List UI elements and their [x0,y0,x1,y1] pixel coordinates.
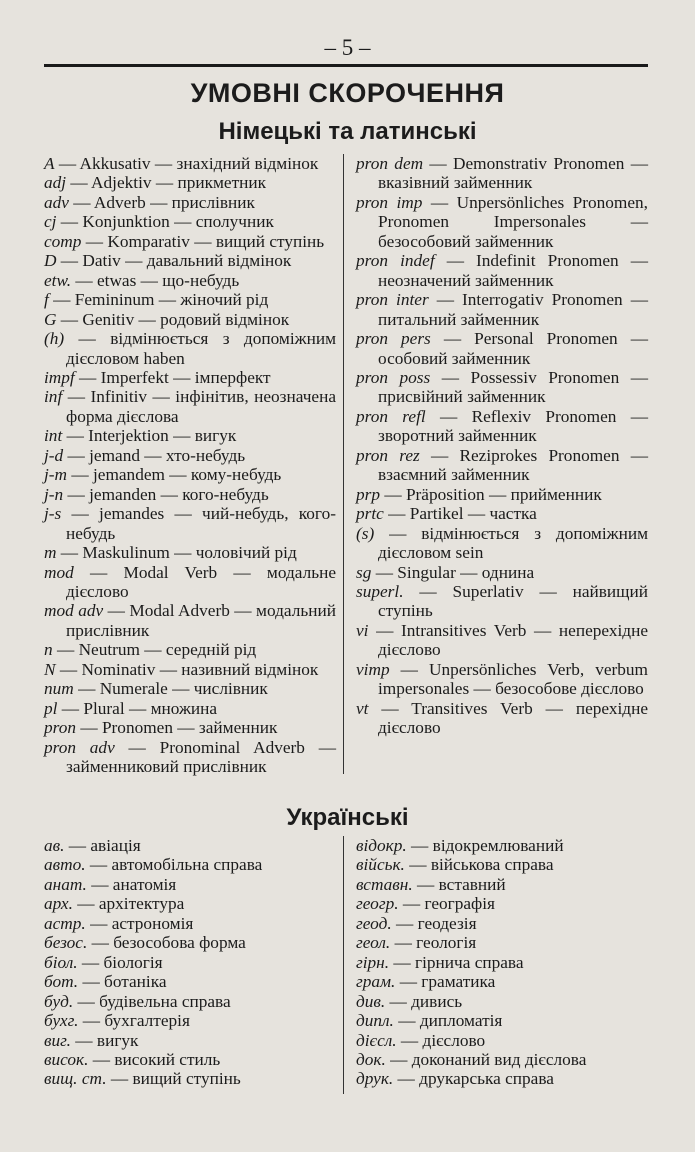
abbreviation-entry [356,836,648,855]
abbreviation-term: грам. [356,972,396,992]
abbreviation-definition: — Demonstrativ Pronomen — вказівний займенник [378,154,648,193]
column-divider [343,836,344,1094]
abbreviation-entry [356,524,648,563]
abbreviation-definition: — jemand — хто-небудь [63,445,246,465]
abbreviation-entry [44,699,336,718]
abbreviation-definition: — jemandes — чий-небудь, кого-небудь [61,504,336,543]
section-heading-german-latin: Німецькі та латинські [218,118,477,145]
abbreviation-term: док. [356,1049,386,1069]
abbreviation-term: num [44,679,74,699]
abbreviation-entry [44,660,336,679]
abbreviation-entry [44,271,336,290]
abbreviation-definition: — Reflexiv Pronomen — зворотний займенник [378,406,648,446]
abbreviation-definition: — геологія [390,933,477,953]
abbreviation-definition: — друкарська справа [393,1069,554,1089]
abbreviation-entry [356,992,648,1011]
abbreviation-entry [356,1050,648,1069]
abbreviation-entry [44,154,336,173]
abbreviation-definition: — jemandem — кому-небудь [67,465,282,485]
abbreviation-term: vimp [356,659,390,679]
abbreviation-term: pron rez [356,445,420,465]
abbreviation-definition: — Pronominal Adverb — займенниковий прислівник [66,737,336,777]
abbreviation-term: adv [44,192,69,212]
abbreviation-term: вставн. [356,874,413,894]
abbreviation-definition: — Plural — множина [57,698,218,718]
abbreviation-entry [44,640,336,659]
abbreviation-definition: — бухгалтерія [78,1011,190,1031]
abbreviation-term: sg [356,562,372,582]
abbreviation-entry [44,601,336,640]
abbreviation-term: виг. [44,1030,71,1050]
abbreviation-term: гірн. [356,952,390,972]
abbreviation-entry [44,992,336,1011]
abbreviation-term: військ. [356,855,405,875]
abbreviation-term: int [44,426,63,446]
abbreviation-entry [44,1050,336,1069]
abbreviation-definition: — Nominativ — називний відмінок [55,659,319,679]
abbreviation-term: G [44,309,57,329]
abbreviation-term: pron dem [356,154,424,173]
abbreviation-term: pron adv [44,737,115,757]
abbreviation-entry [356,563,648,582]
abbreviation-definition: — Imperfekt — імперфект [74,367,271,387]
abbreviation-definition: — Modal Verb — модальне дієслово [66,562,336,601]
abbreviation-entry [356,193,648,251]
abbreviation-term: superl. [356,581,404,601]
abbreviation-definition: — Femininum — жіночий рід [48,290,269,310]
abbreviation-definition: — Numerale — числівник [73,679,268,699]
abbreviation-term: pron pers [356,329,431,349]
abbreviation-term: j-n [44,484,64,504]
abbreviation-term: m [44,543,57,563]
abbreviation-definition: — військова справа [404,855,554,875]
abbreviation-entry [356,914,648,933]
abbreviation-definition: — граматика [395,972,496,992]
abbreviation-term: бот. [44,972,79,992]
abbreviation-entry [44,914,336,933]
abbreviation-definition: — jemanden — кого-небудь [63,484,269,504]
abbreviation-definition: — Pronomen — займенник [76,718,278,738]
column-divider [343,154,344,774]
abbreviation-entry [44,894,336,913]
abbreviation-entry [44,875,336,894]
abbreviation-entry [44,446,336,465]
abbreviation-entry [356,1011,648,1030]
abbreviation-term: див. [356,991,386,1011]
abbreviation-term: cj [44,212,57,232]
abbreviation-definition: — географія [398,894,495,914]
abbreviation-term: pron poss [356,367,431,387]
abbreviation-entry [356,894,648,913]
abbreviation-term: друк. [356,1069,394,1089]
abbreviation-term: vt [356,698,369,718]
abbreviation-definition: — ботаніка [78,972,167,992]
abbreviation-entry [44,1069,336,1088]
abbreviation-term: A [44,154,55,173]
abbreviation-definition: — архітектура [72,894,185,914]
abbreviation-term: геол. [356,933,391,953]
abbreviation-entry [44,368,336,387]
abbreviation-term: impf [44,367,75,387]
abbreviation-definition: — дипломатія [393,1011,503,1031]
abbreviation-entry [44,972,336,991]
abbreviation-definition: — авіація [64,836,141,855]
abbreviation-entry [44,251,336,270]
abbreviation-entry [44,485,336,504]
abbreviation-entry [356,699,648,738]
abbreviation-definition: — Genitiv — родовий відмінок [56,309,290,329]
abbreviation-entry [44,1011,336,1030]
abbreviation-term: pl [44,698,58,718]
abbreviation-term: буд. [44,991,74,1011]
abbreviation-term: арх. [44,894,73,914]
abbreviation-entry [44,953,336,972]
abbreviation-definition: — Unpersönliches Verb, verbum impersonales — безособове дієслово [378,659,648,699]
abbreviation-definition: — доконаний вид дієслова [385,1049,587,1069]
abbreviation-entry [44,290,336,309]
abbreviation-definition: — Präposition — прийменник [380,484,602,504]
abbreviation-term: (h) [44,329,65,349]
abbreviation-definition: — будівельна справа [73,991,231,1011]
abbreviation-definition: — Maskulinum — чоловічий рід [56,543,297,563]
abbreviation-definition: — безособова форма [87,933,246,953]
abbreviation-definition: — Dativ — давальний відмінок [56,251,292,271]
abbreviation-definition: — відмінюється з допоміжним дієсловом sein [374,523,648,563]
abbreviation-definition: — Personal Pronomen — особовий займенник [378,329,648,368]
abbreviation-entry [356,953,648,972]
abbreviation-definition: — відокремлюваний [406,836,564,855]
abbreviation-term: mod [44,562,74,582]
abbreviation-entry [356,621,648,660]
abbreviation-definition: — Singular — однина [371,562,535,582]
abbreviation-term: vi [356,620,369,640]
abbreviation-term: pron refl [356,406,426,426]
abbreviation-entry [44,387,336,426]
abbreviation-entry [356,660,648,699]
abbreviation-definition: — Konjunktion — сполучник [56,212,274,232]
abbreviation-term: дієсл. [356,1030,397,1050]
abbreviation-definition: — дієслово [396,1030,486,1050]
abbreviation-entry [356,485,648,504]
abbreviation-definition: — дивись [385,991,463,1011]
abbreviation-term: n [44,640,53,660]
abbreviation-term: висок. [44,1049,89,1069]
abbreviation-term: inf [44,387,63,407]
abbreviation-entry [44,836,336,855]
abbreviation-entry [44,504,336,543]
abbreviation-term: авто. [44,855,86,875]
abbreviation-entry [356,368,648,407]
abbreviation-definition: — автомобільна справа [85,855,263,875]
abbreviation-entry [44,329,336,368]
abbreviation-term: геогр. [356,894,399,914]
abbreviation-entry [356,855,648,874]
abbreviation-entry [356,933,648,952]
abbreviation-definition: — Adverb — прислівник [68,192,255,212]
abbreviation-definition: — вищий ступінь [106,1069,241,1089]
abbreviation-term: adj [44,173,67,193]
abbreviation-definition: — гірнича справа [389,952,524,972]
abbreviation-entry [356,972,648,991]
abbreviation-list-german-latin-left [44,154,336,777]
abbreviation-definition: — Interjektion — вигук [62,426,237,446]
abbreviation-term: (s) [356,523,375,543]
abbreviation-definition: — Komparativ — вищий ступінь [81,231,325,251]
abbreviation-term: j-s [44,504,62,524]
abbreviation-entry [356,251,648,290]
abbreviation-definition: — Modal Adverb — модальний прислівник [66,601,336,640]
abbreviation-entry [44,212,336,231]
abbreviation-entry [44,173,336,192]
abbreviation-term: j-m [44,465,68,485]
abbreviation-term: D [44,251,57,271]
abbreviation-term: prtc [356,504,384,524]
abbreviation-entry [356,1069,648,1088]
abbreviation-definition: — високий стиль [88,1049,221,1069]
abbreviation-term: pron imp [356,192,423,212]
abbreviation-definition: — вигук [70,1030,139,1050]
abbreviation-term: геод. [356,913,392,933]
abbreviation-definition: — астрономія [85,913,194,933]
abbreviation-entry [44,310,336,329]
abbreviation-definition: — біологія [77,952,163,972]
abbreviation-term: астр. [44,913,86,933]
abbreviation-term: вищ. ст. [44,1069,107,1089]
abbreviation-definition: — Indefinit Pronomen — неозначений займенник [378,251,648,290]
abbreviation-term: comp [44,231,82,251]
abbreviation-entry [44,232,336,251]
abbreviation-definition: — Transitives Verb — перехідне дієслово [368,698,648,738]
abbreviation-term: prp [356,484,381,504]
abbreviation-definition: — Intransitives Verb — неперехідне дієслово [368,620,648,660]
abbreviation-definition: — вставний [412,874,506,894]
abbreviation-entry [356,1031,648,1050]
page-title: УМОВНІ СКОРОЧЕННЯ [190,78,505,108]
abbreviation-entry [356,582,648,621]
abbreviation-entry [44,855,336,874]
abbreviation-list-ukrainian-left [44,836,336,1089]
abbreviation-term: анат. [44,874,87,894]
abbreviation-definition: — геодезія [391,913,477,933]
abbreviation-entry [44,718,336,737]
abbreviation-definition: — etwas — що-небудь [71,270,240,290]
abbreviation-entry [44,193,336,212]
abbreviation-definition: — Possessiv Pronomen — присвійний займенник [378,367,648,407]
section-heading-ukrainian: Українські [286,804,409,831]
abbreviation-entry [44,426,336,445]
abbreviation-term: j-d [44,445,64,465]
abbreviation-definition: — Reziprokes Pronomen — взаємний займенник [378,445,648,485]
abbreviation-entry [44,543,336,562]
abbreviation-term: N [44,659,56,679]
abbreviation-definition: — Unpersönliches Pronomen, Pronomen Impersonales — безособовий займенник [378,192,649,251]
abbreviation-entry [44,738,336,777]
abbreviation-entry [44,563,336,602]
abbreviation-term: відокр. [356,836,407,855]
abbreviation-entry [356,875,648,894]
page-number: – 5 – [324,35,371,60]
abbreviation-term: біол. [44,952,78,972]
abbreviation-term: pron [44,718,77,738]
abbreviation-entry [44,465,336,484]
abbreviation-list-ukrainian-right [356,836,648,1089]
abbreviation-term: mod adv [44,601,104,621]
abbreviation-entry [44,1031,336,1050]
abbreviation-entry [356,446,648,485]
abbreviation-definition: — Neutrum — середній рід [52,640,257,660]
abbreviation-entry [356,290,648,329]
abbreviation-definition: — відмінюється з допоміжним дієсловом haben [64,329,336,368]
abbreviation-definition: — Interrogativ Pronomen — питальний займенник [378,290,648,329]
header-rule [44,64,648,67]
abbreviation-entry [356,329,648,368]
abbreviation-definition: — Adjektiv — прикметник [66,173,267,193]
abbreviation-term: безос. [44,933,88,953]
abbreviation-definition: — Partikel — частка [383,504,537,524]
abbreviation-entry [44,933,336,952]
abbreviation-definition: — Superlativ — найвищий ступінь [378,581,648,621]
abbreviation-term: ав. [44,836,65,855]
abbreviation-term: etw. [44,270,72,290]
abbreviation-entry [356,504,648,523]
abbreviation-definition: — Infinitiv — інфінітив, неозначена форма дієслова [62,387,336,426]
abbreviation-entry [356,154,648,193]
abbreviation-term: бухг. [44,1011,79,1031]
abbreviation-term: дипл. [356,1011,394,1031]
abbreviation-entry [44,679,336,698]
abbreviation-entry [356,407,648,446]
abbreviation-term: pron indef [356,251,435,271]
abbreviation-definition: — анатомія [86,874,177,894]
abbreviation-list-german-latin-right [356,154,648,738]
abbreviation-term: pron inter [356,290,429,310]
abbreviation-definition: — Akkusativ — знахідний відмінок [54,154,319,173]
abbreviation-term: f [44,290,49,310]
